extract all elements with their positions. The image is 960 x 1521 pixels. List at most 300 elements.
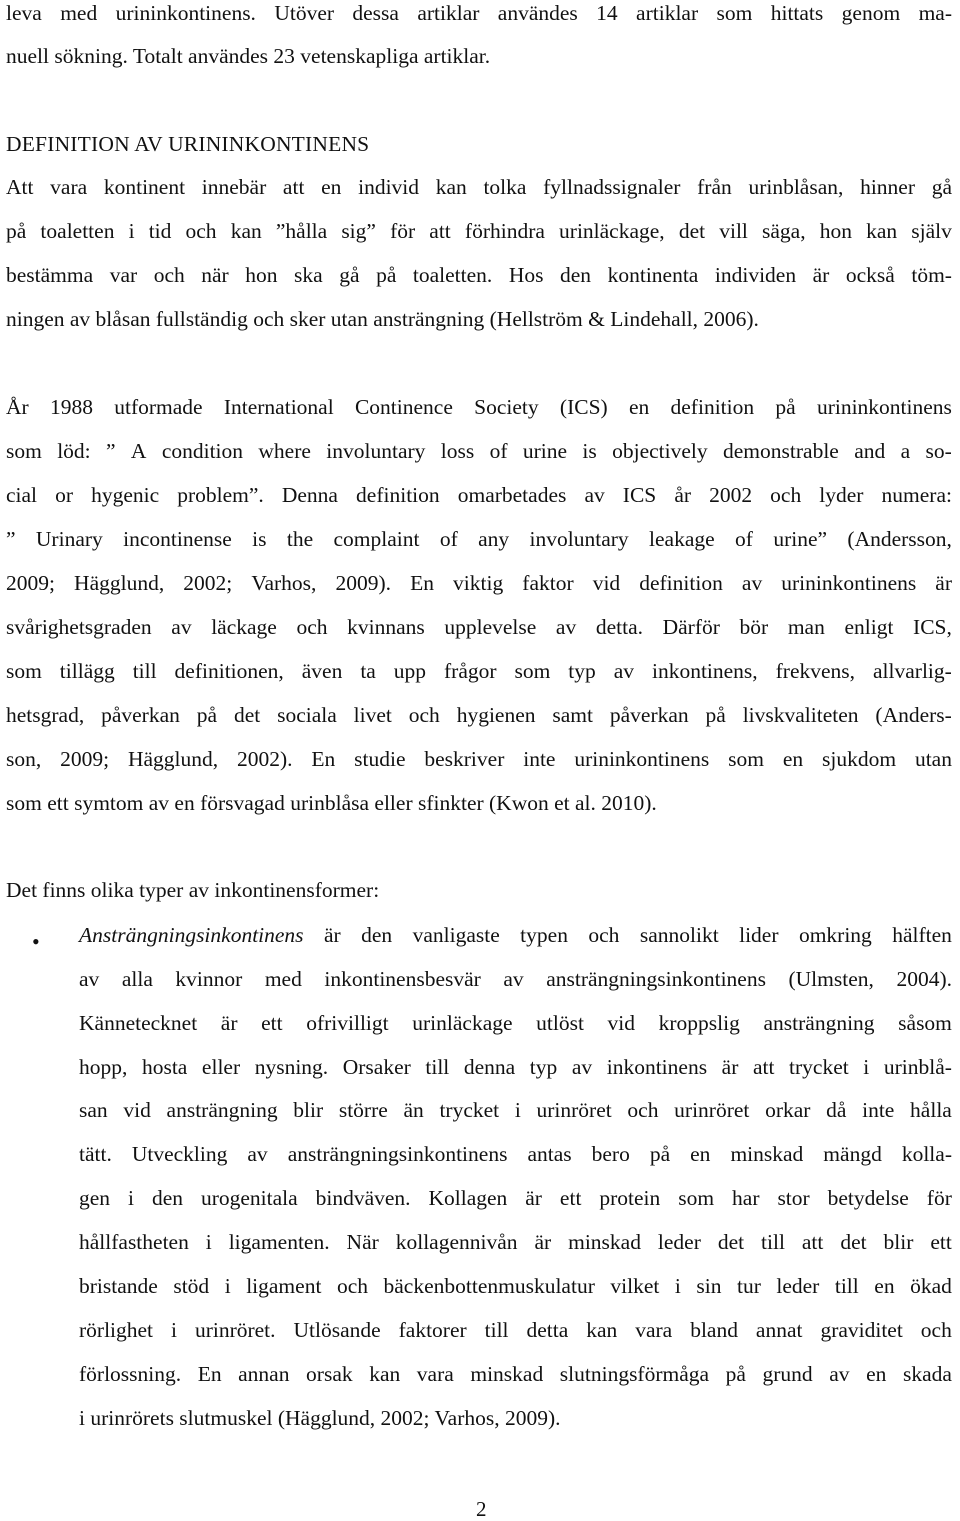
word: graviditet	[820, 1318, 903, 1342]
word: urinblå-	[883, 1055, 952, 1079]
word: orsak	[306, 1362, 353, 1386]
word: sin	[696, 1274, 722, 1298]
word: man	[787, 615, 825, 639]
word: utlöst	[536, 1011, 584, 1035]
word: objectively	[612, 439, 708, 463]
word: urine	[522, 439, 568, 463]
word: fyllnadssignaler	[543, 175, 681, 199]
word: hålla	[910, 1098, 952, 1122]
word: detta	[526, 1318, 569, 1342]
word: gå	[339, 263, 360, 287]
word: vill	[719, 219, 748, 243]
word: innebär	[201, 175, 267, 199]
word: av	[571, 1055, 593, 1079]
text-line	[6, 614, 952, 640]
word: är	[525, 1186, 542, 1210]
word: vanligaste	[412, 923, 500, 947]
word: 2002	[709, 483, 753, 507]
word: skada	[902, 1362, 952, 1386]
word: inte	[523, 747, 556, 771]
word: kan	[435, 175, 467, 199]
word: hosta	[141, 1055, 188, 1079]
word: för	[390, 219, 416, 243]
word: än	[403, 1098, 424, 1122]
word: 2009;	[60, 747, 110, 771]
word: sjukdom	[822, 747, 897, 771]
word: involuntary	[529, 527, 629, 551]
word: En	[311, 747, 336, 771]
word: och	[336, 1274, 368, 1298]
word: i	[128, 1186, 134, 1210]
word: är	[721, 1055, 739, 1079]
word: för	[926, 1186, 952, 1210]
word: vid	[607, 1011, 636, 1035]
word: definitionen,	[174, 659, 284, 683]
word: ”	[106, 439, 116, 463]
page-number: 2	[476, 1497, 487, 1521]
word: (Andersson,	[847, 527, 952, 551]
word: säga,	[762, 219, 806, 243]
word: det	[840, 1230, 867, 1254]
word: och	[920, 1318, 952, 1342]
word: urininkontinens	[574, 747, 710, 771]
word: toaletten.	[412, 263, 493, 287]
word: av	[555, 615, 577, 639]
word: Urinary	[35, 527, 103, 551]
word: den	[361, 923, 393, 947]
text-line	[6, 526, 952, 552]
word: ta	[360, 659, 376, 683]
word: som	[728, 747, 764, 771]
word: sannolikt	[639, 923, 719, 947]
word: omkring	[798, 923, 872, 947]
bullet-icon: •	[32, 929, 40, 954]
word: artiklar	[417, 1, 480, 25]
word: hetsgrad,	[6, 703, 85, 727]
word: lider	[739, 923, 779, 947]
word: när	[201, 263, 229, 287]
word: vara	[416, 1362, 454, 1386]
word: med	[264, 967, 302, 991]
word: livskvaliteten	[742, 703, 859, 727]
text-line	[79, 1273, 952, 1299]
word: International	[223, 395, 334, 419]
word: artiklar	[636, 1, 699, 25]
word: viktig	[453, 571, 504, 595]
word: och	[627, 1098, 659, 1122]
word: med	[60, 1, 98, 25]
word: ett	[559, 1186, 582, 1210]
text-line	[79, 1141, 952, 1167]
word: Varhos,	[251, 571, 317, 595]
text-line	[79, 1317, 952, 1343]
word: numera:	[881, 483, 952, 507]
word: En	[197, 1362, 222, 1386]
word: till	[761, 1230, 785, 1254]
word: förlossning.	[79, 1362, 182, 1386]
word: Orsaker	[342, 1055, 411, 1079]
word: (ICS)	[559, 395, 608, 419]
text-line: nuell sökning. Totalt användes 23 vetenskapliga artiklar.	[6, 44, 491, 68]
word: urinröret	[536, 1098, 612, 1122]
word: stöd	[173, 1274, 210, 1298]
word: på	[649, 1142, 671, 1166]
word: genom	[841, 1, 901, 25]
word: tid	[148, 219, 172, 243]
text-line	[79, 1185, 952, 1211]
word: en	[874, 1274, 895, 1298]
word: av	[741, 571, 763, 595]
word: 2009).	[335, 571, 392, 595]
word: detta.	[595, 615, 643, 639]
word: bero	[591, 1142, 630, 1166]
word: En	[410, 571, 434, 595]
word: påverkan	[609, 703, 689, 727]
text-line	[79, 1097, 952, 1123]
word: på	[376, 263, 397, 287]
word: urinläckage	[412, 1011, 513, 1035]
word: minskad	[568, 1230, 641, 1254]
text-line	[6, 570, 952, 596]
word: annan	[238, 1362, 290, 1386]
word: of	[735, 527, 753, 551]
word: minskad	[730, 1142, 804, 1166]
word: tur	[736, 1274, 761, 1298]
word: 14	[596, 1, 618, 25]
word: ska	[294, 263, 323, 287]
word: 1988	[49, 395, 93, 419]
word: i	[171, 1318, 177, 1342]
word: kolla-	[901, 1142, 952, 1166]
word: urininkontinens	[781, 571, 917, 595]
word: ökad	[910, 1274, 952, 1298]
word: kroppslig	[658, 1011, 740, 1035]
text-line	[79, 1054, 952, 1080]
text-line	[6, 262, 952, 288]
word: beskriver	[424, 747, 505, 771]
word: är	[812, 263, 830, 287]
word: i	[863, 1055, 870, 1079]
word: faktor	[522, 571, 574, 595]
word: kontinenta	[607, 263, 699, 287]
word: trycket	[789, 1055, 849, 1079]
word: på	[196, 703, 218, 727]
word: urininkontinens.	[115, 1, 256, 25]
word: av	[829, 1362, 850, 1386]
text-line	[79, 1361, 952, 1387]
word: ansträngning	[763, 1011, 875, 1035]
word: inkontinens	[606, 1055, 708, 1079]
text-line	[79, 966, 952, 992]
word: bristande	[79, 1274, 158, 1298]
word: till	[834, 1274, 859, 1298]
text-line: ningen av blåsan fullständig och sker utan ansträngning (Hellström & Lindehall, 2006).	[6, 307, 759, 331]
word: leva	[6, 1, 42, 25]
word: (Anders-	[875, 703, 952, 727]
word: utformade	[114, 395, 203, 419]
word: definition	[639, 571, 723, 595]
word: eller	[201, 1055, 241, 1079]
word: blir	[293, 1098, 324, 1122]
word: av	[247, 1142, 268, 1166]
word: tolka	[483, 175, 527, 199]
word: det	[717, 1230, 745, 1254]
word: ”hålla	[275, 219, 328, 243]
word: individ	[358, 175, 420, 199]
text-line	[6, 218, 952, 244]
word: studie	[354, 747, 406, 771]
word: att	[801, 1230, 824, 1254]
word: hopp,	[79, 1055, 128, 1079]
word: det	[678, 219, 706, 243]
word: leakage	[649, 527, 715, 551]
word: annat	[755, 1318, 803, 1342]
word: i	[674, 1274, 681, 1298]
word: orkar	[765, 1098, 811, 1122]
word: bestämma	[6, 263, 94, 287]
word: gen	[79, 1186, 111, 1210]
word: själv	[911, 219, 952, 243]
word: i	[224, 1274, 231, 1298]
text-line	[6, 174, 952, 200]
word: gå	[931, 175, 952, 199]
word: samt	[552, 703, 593, 727]
word: kvinnans	[347, 615, 425, 639]
word: ett	[261, 1011, 283, 1035]
word: hygienen	[456, 703, 536, 727]
word: frekvens,	[775, 659, 856, 683]
word: Hos	[508, 263, 544, 287]
word: Utlösande	[293, 1318, 381, 1342]
word: bindväven.	[315, 1186, 411, 1210]
word: antas	[527, 1142, 572, 1166]
word: och	[588, 923, 620, 947]
word: att	[282, 175, 305, 199]
word: Denna	[281, 483, 338, 507]
word: också	[845, 263, 895, 287]
word: Utveckling	[131, 1142, 228, 1166]
text-line	[6, 658, 952, 684]
word: större	[338, 1098, 388, 1122]
word: typen	[520, 923, 568, 947]
word: grund	[762, 1362, 813, 1386]
word: som	[514, 659, 551, 683]
word: När	[346, 1230, 379, 1254]
word: complaint	[333, 527, 420, 551]
word: i	[514, 1098, 521, 1122]
word: urininkontinens	[816, 395, 952, 419]
word: kan	[866, 219, 898, 243]
word: av	[584, 483, 605, 507]
word: i	[128, 219, 135, 243]
text-line	[6, 746, 952, 772]
word: ”	[6, 527, 16, 551]
word: livet	[353, 703, 392, 727]
word: vid	[592, 571, 621, 595]
word: kan	[369, 1362, 401, 1386]
word: vilket	[610, 1274, 660, 1298]
word: typ	[568, 659, 596, 683]
word: till	[132, 659, 157, 683]
word: urinläckage,	[559, 219, 665, 243]
word: urinblåsan,	[748, 175, 844, 199]
word: har	[732, 1186, 760, 1210]
word: Society	[474, 395, 539, 419]
word: dessa	[352, 1, 399, 25]
word: ansträngningsinkontinens	[287, 1142, 508, 1166]
word: Kännetecknet	[79, 1011, 198, 1035]
word: protein	[599, 1186, 661, 1210]
word: Att	[6, 175, 34, 199]
word: and	[854, 439, 886, 463]
word: leder	[776, 1274, 820, 1298]
word: involuntary	[326, 439, 426, 463]
word: urine”	[773, 527, 828, 551]
word: och	[185, 219, 217, 243]
word: på	[705, 703, 726, 727]
word: san	[79, 1098, 108, 1122]
word: (Ulmsten,	[788, 967, 874, 991]
word: vid	[123, 1098, 151, 1122]
word: betydelse	[827, 1186, 909, 1210]
word: till	[484, 1318, 509, 1342]
word: allvarlig-	[873, 659, 952, 683]
word: användes	[497, 1, 578, 25]
word: tätt.	[79, 1142, 112, 1166]
word: so-	[925, 439, 952, 463]
word: kollagennivån	[395, 1230, 518, 1254]
word: år	[674, 483, 692, 507]
word: A	[130, 439, 147, 463]
word: definition	[356, 483, 440, 507]
word: sociala	[277, 703, 337, 727]
word: den	[560, 263, 592, 287]
word: en	[866, 1362, 887, 1386]
word: denna	[463, 1055, 516, 1079]
text-line	[6, 394, 952, 420]
word: av	[79, 967, 100, 991]
word: of	[489, 439, 508, 463]
word: kan	[230, 219, 262, 243]
word: som	[6, 439, 42, 463]
word: a	[900, 439, 911, 463]
section-heading: DEFINITION AV URININKONTINENS	[6, 132, 370, 156]
word: individen	[714, 263, 797, 287]
word: hygenic	[91, 483, 160, 507]
word: bör	[739, 615, 769, 639]
word: omarbetades	[457, 483, 567, 507]
word: hon	[819, 219, 852, 243]
text-line	[79, 1010, 952, 1036]
word: upp	[393, 659, 427, 683]
word: 2002;	[183, 571, 233, 595]
word: som	[678, 1186, 715, 1210]
text-line	[6, 0, 952, 26]
word: att	[752, 1055, 775, 1079]
word: då	[826, 1098, 847, 1122]
word: och	[408, 703, 440, 727]
word: som	[716, 1, 753, 25]
word: läckage	[211, 615, 277, 639]
word: löd:	[57, 439, 91, 463]
word: töm-	[911, 263, 952, 287]
word: till	[425, 1055, 450, 1079]
word: faktorer	[398, 1318, 467, 1342]
word: av	[613, 659, 635, 683]
word: loss	[440, 439, 475, 463]
word: alla	[121, 967, 153, 991]
word: kan	[586, 1318, 618, 1342]
word: trycket	[439, 1098, 500, 1122]
word: ofrivilligt	[306, 1011, 389, 1035]
word: ansträngningsinkontinens	[546, 967, 766, 991]
word: ICS	[622, 483, 657, 507]
word: any	[478, 527, 510, 551]
word: or	[55, 483, 74, 507]
word: ett	[930, 1230, 952, 1254]
word: såsom	[898, 1011, 952, 1035]
word: tillägg	[59, 659, 115, 683]
word: inkontinens,	[651, 659, 758, 683]
bullet-first-line	[79, 922, 952, 948]
word: av	[171, 615, 192, 639]
word: sig”	[341, 219, 376, 243]
word: slutningsförmåga	[559, 1362, 710, 1386]
text-line	[6, 438, 952, 464]
word: hälften	[892, 923, 952, 947]
word: utan	[914, 747, 952, 771]
word: Därför	[662, 615, 720, 639]
word: nysning.	[254, 1055, 329, 1079]
word: hittats	[770, 1, 824, 25]
word: från	[697, 175, 732, 199]
word: ICS,	[913, 615, 952, 639]
word: är	[935, 571, 952, 595]
word: son,	[6, 747, 42, 771]
word: of	[439, 527, 458, 551]
word: demonstrable	[723, 439, 839, 463]
word: att	[429, 219, 451, 243]
word: where	[258, 439, 311, 463]
word: 2004).	[896, 967, 952, 991]
word: 2002).	[236, 747, 293, 771]
word: är	[534, 1230, 552, 1254]
text-line: i urinrörets slutmuskel (Hägglund, 2002; Varhos, 2009).	[79, 1406, 561, 1430]
word: Hägglund,	[74, 571, 165, 595]
word: definition	[670, 395, 755, 419]
word: även	[301, 659, 343, 683]
word: ligamenten.	[228, 1230, 330, 1254]
bullet-term: Ansträngningsinkontinens	[79, 923, 304, 947]
word: en	[690, 1142, 711, 1166]
word: kontinent	[103, 175, 186, 199]
word: var	[109, 263, 138, 287]
word: förhindra	[464, 219, 545, 243]
word: hon	[245, 263, 278, 287]
word: ma-	[918, 1, 952, 25]
word: upplevelse	[444, 615, 537, 639]
word: och	[770, 483, 802, 507]
word: the	[286, 527, 314, 551]
word: vara	[50, 175, 88, 199]
word: av	[503, 967, 524, 991]
word: på	[775, 395, 796, 419]
word: lyder	[819, 483, 864, 507]
word: mängd	[823, 1142, 882, 1166]
word: problem”.	[177, 483, 264, 507]
word: urinröret	[674, 1098, 750, 1122]
word: rörlighet	[79, 1318, 154, 1342]
